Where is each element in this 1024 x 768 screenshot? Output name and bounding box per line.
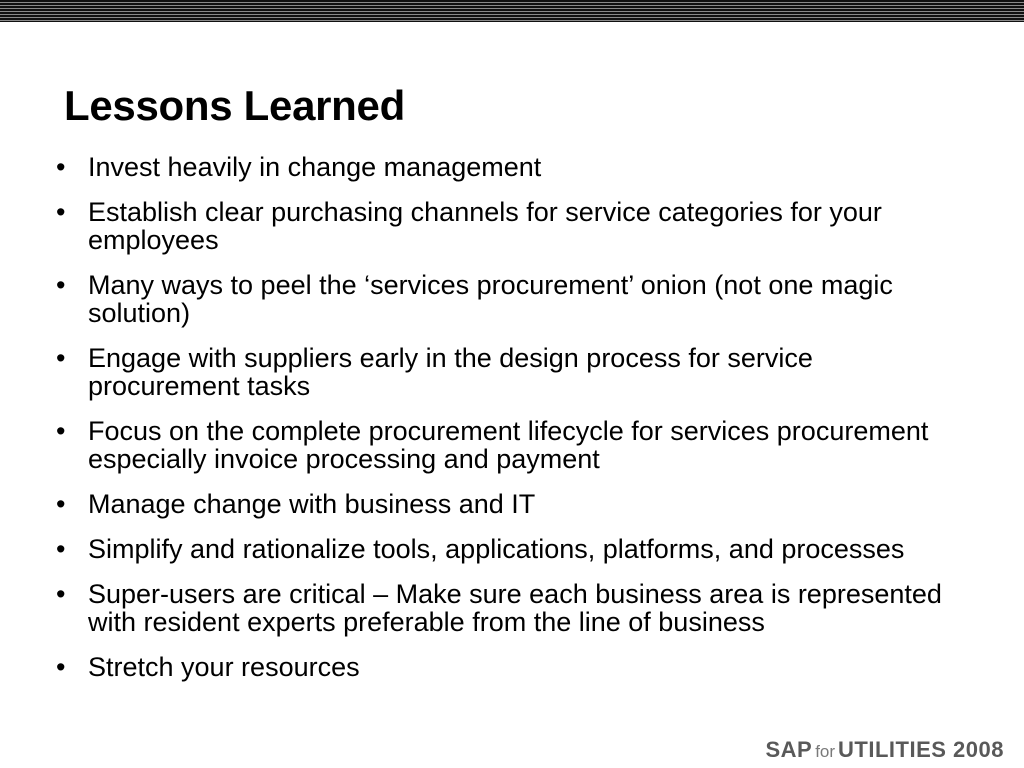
bullet-icon: •: [56, 343, 66, 373]
bullet-icon: •: [56, 652, 66, 682]
bullet-text: Many ways to peel the ‘services procurement’ onion (not one magic solution): [88, 270, 893, 328]
bullet-icon: •: [56, 197, 66, 227]
bullet-item: [56, 271, 956, 327]
logo-connector: for: [815, 742, 836, 761]
bullet-text: Establish clear purchasing channels for service categories for your employees: [88, 197, 882, 255]
bullet-item: [56, 580, 956, 636]
bullet-text: Focus on the complete procurement lifecycle for services procurement especially invoice processing and payment: [88, 416, 929, 474]
bullet-text: Engage with suppliers early in the design process for service procurement tasks: [88, 343, 813, 401]
bullet-item: [56, 198, 956, 254]
bullet-text: Super-users are critical – Make sure each business area is represented with resident experts preferable from the line of business: [88, 579, 942, 637]
bullet-icon: •: [56, 416, 66, 446]
logo-product: UTILITIES 2008: [838, 737, 1004, 762]
sap-utilities-logo: [765, 737, 1004, 763]
bullet-text: Simplify and rationalize tools, applications, platforms, and processes: [88, 534, 905, 564]
bullet-item: [56, 417, 956, 473]
bullet-text: Manage change with business and IT: [88, 489, 536, 519]
bullet-item: [56, 490, 956, 518]
logo-brand: SAP: [765, 737, 813, 762]
header-stripe-decoration: [0, 0, 1024, 22]
bullet-item: [56, 653, 956, 681]
bullet-icon: •: [56, 489, 66, 519]
bullet-item: [56, 153, 956, 181]
bullet-item: [56, 344, 956, 400]
bullet-text: Invest heavily in change management: [88, 152, 542, 182]
bullet-item: [56, 535, 956, 563]
slide-title: Lessons Learned: [64, 82, 405, 129]
bullet-icon: •: [56, 579, 66, 609]
bullet-icon: •: [56, 270, 66, 300]
bullet-text: Stretch your resources: [88, 652, 360, 682]
bullet-list: [56, 153, 956, 698]
bullet-icon: •: [56, 152, 66, 182]
bullet-icon: •: [56, 534, 66, 564]
